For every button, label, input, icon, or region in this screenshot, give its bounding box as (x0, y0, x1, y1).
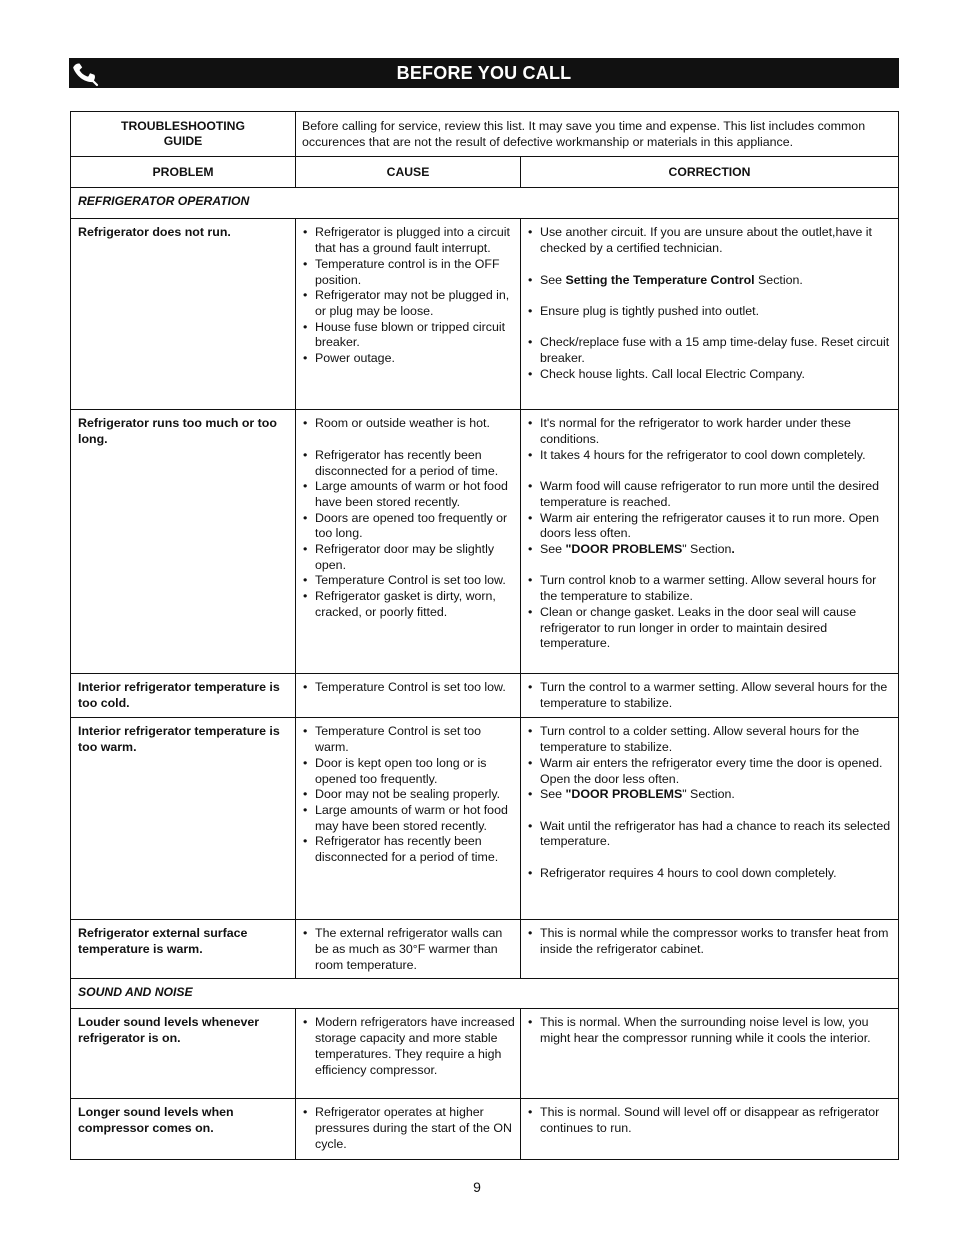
page-number: 9 (473, 1179, 481, 1195)
correction-emphasis: "DOOR PROBLEMS (565, 542, 683, 557)
cause-cell (296, 410, 521, 674)
cause-item: • Large amounts of warm or hot food may have been stored recently. (302, 803, 516, 834)
problem-cell: Louder sound levels whenever refrigerator is on. (71, 1009, 296, 1099)
problem-cell: Refrigerator runs too much or too long. (71, 410, 296, 674)
cause-item: • Temperature control is in the OFF position. (302, 257, 516, 288)
cause-item: • Doors are opened too frequently or too long. (302, 511, 516, 542)
column-header-row (71, 157, 899, 188)
correction-item: • Clean or change gasket. Leaks in the door seal will cause refrigerator to run longer in order to maintain desired temperature. (527, 605, 894, 652)
cause-item: • House fuse blown or tripped circuit breaker. (302, 320, 516, 351)
correction-emphasis: . (731, 542, 735, 557)
cause-cell (296, 920, 521, 979)
table-row (71, 1099, 899, 1160)
correction-text: " Section (682, 542, 732, 557)
correction-item: • Check house lights. Call local Electric Company. (527, 367, 894, 383)
cause-cell (296, 674, 521, 718)
cause-item: • Temperature Control is set too low. (302, 573, 516, 589)
cause-item: • Large amounts of warm or hot food have been stored recently. (302, 479, 516, 510)
table-row (71, 674, 899, 718)
cause-item: • Refrigerator has recently been disconnected for a period of time. (302, 834, 516, 865)
cause-item: • Refrigerator operates at higher pressures during the start of the ON cycle. (302, 1105, 516, 1152)
table-row (71, 219, 899, 410)
correction-item: • Ensure plug is tightly pushed into outlet. (527, 304, 894, 320)
correction-item: • Check/replace fuse with a 15 amp time-delay fuse. Reset circuit breaker. (527, 335, 894, 366)
column-header-correction: CORRECTION (521, 157, 899, 188)
correction-item (527, 273, 894, 289)
cause-item: • The external refrigerator walls can be as much as 30°F warmer than room temperature. (302, 926, 516, 973)
column-header-cause: CAUSE (296, 157, 521, 188)
problem-cell: Longer sound levels when compressor comes on. (71, 1099, 296, 1160)
correction-item: • Warm food will cause refrigerator to run more until the desired temperature is reached. (527, 479, 894, 510)
page-title: BEFORE YOU CALL (396, 63, 572, 83)
guide-intro-text: Before calling for service, review this list. It may save you time and expense. This list includes common occurences that are not the result of defective workmanship or materials in this appliance. (296, 112, 899, 157)
correction-text: See (540, 542, 566, 557)
problem-cell: Refrigerator external surface temperature is warm. (71, 920, 296, 979)
guide-label (71, 112, 296, 157)
correction-item: • It takes 4 hours for the refrigerator to cool down completely. (527, 448, 894, 464)
correction-cell (521, 920, 899, 979)
correction-cell (521, 410, 899, 674)
correction-item: • This is normal. Sound will level off or disappear as refrigerator continues to run. (527, 1105, 894, 1136)
correction-text: See (540, 787, 566, 802)
correction-item: • Warm air entering the refrigerator causes it to run more. Open doors less often. (527, 511, 894, 542)
correction-item: • Warm air enters the refrigerator every time the door is opened. Open the door less often. (527, 756, 894, 787)
correction-cell (521, 674, 899, 718)
cause-item: • Refrigerator has recently been disconnected for a period of time. (302, 448, 516, 479)
cause-item: • Temperature Control is set too low. (302, 680, 516, 696)
cause-item: • Temperature Control is set too warm. (302, 724, 516, 755)
section-row-operation (71, 188, 899, 219)
correction-text: Section. (754, 272, 803, 287)
correction-item (527, 542, 894, 558)
cause-item: • Refrigerator may not be plugged in, or plug may be loose. (302, 288, 516, 319)
cause-item: • Modern refrigerators have increased storage capacity and more stable temperatures. They require a high efficiency compressor. (302, 1015, 516, 1078)
cause-item: • Refrigerator door may be slightly open. (302, 542, 516, 573)
correction-cell (521, 1009, 899, 1099)
cause-cell (296, 1099, 521, 1160)
section-title-operation: REFRIGERATOR OPERATION (71, 188, 899, 219)
cause-item: • Room or outside weather is hot. (302, 416, 516, 432)
problem-cell: Refrigerator does not run. (71, 219, 296, 410)
correction-item: • Refrigerator requires 4 hours to cool down completely. (527, 866, 894, 882)
correction-item: • Turn control to a colder setting. Allow several hours for the temperature to stabilize. (527, 724, 894, 755)
table-row (71, 1009, 899, 1099)
correction-cell (521, 219, 899, 410)
table-row (71, 920, 899, 979)
problem-cell: Interior refrigerator temperature is too warm. (71, 718, 296, 920)
guide-label-line2: GUIDE (163, 134, 203, 149)
table-row (71, 410, 899, 674)
correction-item: • Turn control knob to a warmer setting. Allow several hours for the temperature to stabilize. (527, 573, 894, 604)
correction-cell (521, 1099, 899, 1160)
cause-item: • Door is kept open too long or is opened too frequently. (302, 756, 516, 787)
guide-label-line1: TROUBLESHOOTING (121, 118, 245, 133)
cause-cell (296, 1009, 521, 1099)
correction-text: " Section. (682, 787, 735, 802)
cause-cell (296, 219, 521, 410)
correction-item: • Wait until the refrigerator has had a chance to reach its selected temperature. (527, 819, 894, 850)
cause-cell (296, 718, 521, 920)
cause-item: • Door may not be sealing properly. (302, 787, 516, 803)
correction-emphasis: "DOOR PROBLEMS (565, 787, 683, 802)
section-header-bar (69, 58, 899, 88)
cause-item: • Refrigerator gasket is dirty, worn, cracked, or poorly fitted. (302, 589, 516, 620)
section-row-sound (71, 979, 899, 1009)
cause-item: • Refrigerator is plugged into a circuit that has a ground fault interrupt. (302, 225, 516, 256)
table-row (71, 718, 899, 920)
correction-item (527, 787, 894, 803)
correction-item: • This is normal. When the surrounding noise level is low, you might hear the compressor running while it cools the interior. (527, 1015, 894, 1046)
correction-item: • Use another circuit. If you are unsure about the outlet,have it checked by a certified technician. (527, 225, 894, 256)
correction-emphasis: Setting the Temperature Control (565, 272, 755, 287)
correction-cell (521, 718, 899, 920)
correction-text: See (540, 272, 566, 287)
cause-item: • Power outage. (302, 351, 516, 367)
troubleshooting-table (70, 111, 899, 1160)
correction-item: • Turn the control to a warmer setting. Allow several hours for the temperature to stabilize. (527, 680, 894, 711)
correction-item: • It's normal for the refrigerator to work harder under these conditions. (527, 416, 894, 447)
guide-intro-row (71, 112, 899, 157)
correction-item: • This is normal while the compressor works to transfer heat from inside the refrigerator cabinet. (527, 926, 894, 957)
column-header-problem: PROBLEM (71, 157, 296, 188)
section-title-sound: SOUND AND NOISE (71, 979, 899, 1009)
problem-cell: Interior refrigerator temperature is too cold. (71, 674, 296, 718)
